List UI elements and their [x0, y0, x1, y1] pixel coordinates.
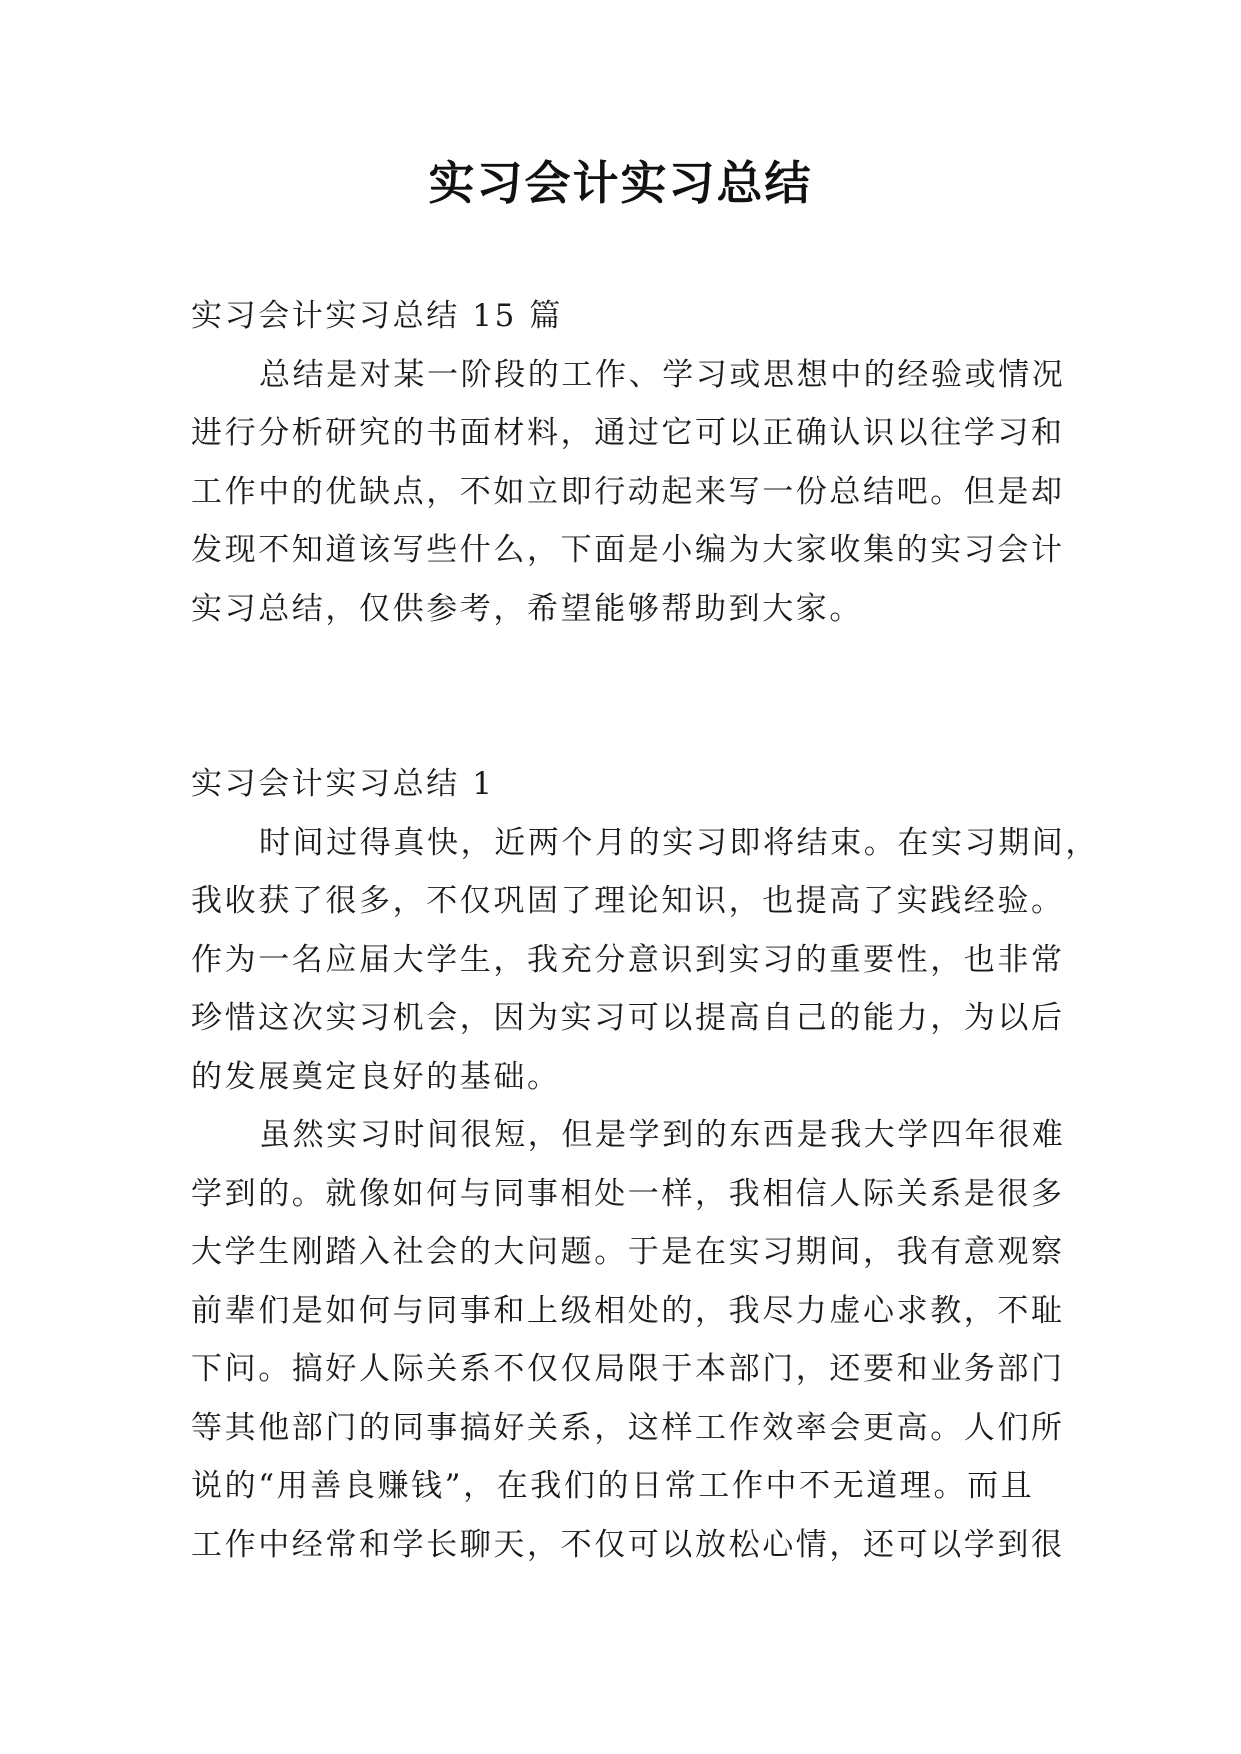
paragraph-line: 下问。搞好人际关系不仅仅局限于本部门，还要和业务部门	[191, 1351, 1065, 1387]
paragraph-line: 等其他部门的同事搞好关系，这样工作效率会更高。人们所	[191, 1409, 1065, 1446]
document-title: 实习会计实习总结	[428, 156, 813, 210]
paragraph-line: 我收获了很多，不仅巩固了理论知识，也提高了实践经验。	[191, 883, 1065, 919]
paragraph-line: 说的“用善良赚钱”，在我们的日常工作中不无道理。而且	[191, 1468, 1035, 1504]
document-body	[191, 287, 1099, 1574]
intro-line: 进行分析研究的书面材料，通过它可以正确认识以往学习和	[191, 415, 1065, 451]
intro-line: 工作中的优缺点，不如立即行动起来写一份总结吧。但是却	[191, 473, 1065, 510]
section-spacer	[191, 638, 1059, 755]
intro-line: 实习总结，仅供参考，希望能够帮助到大家。	[191, 590, 863, 627]
paragraph-line: 前辈们是如何与同事和上级相处的，我尽力虚心求教，不耻	[191, 1292, 1065, 1329]
paragraph-line: 的发展奠定良好的基础。	[191, 1058, 561, 1095]
section1-heading: 实习会计实习总结 1	[191, 766, 495, 802]
paragraph-line: 虽然实习时间很短，但是学到的东西是我大学四年很难	[259, 1117, 1066, 1153]
intro-heading: 实习会计实习总结 15 篇	[191, 298, 563, 334]
paragraph-line: 珍惜这次实习机会，因为实习可以提高自己的能力，为以后	[191, 1000, 1065, 1036]
paragraph-line: 工作中经常和学长聊天，不仅可以放松心情，还可以学到很	[191, 1526, 1065, 1563]
paragraph-line: 大学生刚踏入社会的大问题。于是在实习期间，我有意观察	[191, 1234, 1065, 1270]
paragraph-line: 时间过得真快，近两个月的实习即将结束。在实习期间，	[259, 824, 1099, 861]
paragraph-line: 学到的。就像如何与同事相处一样，我相信人际关系是很多	[191, 1175, 1065, 1212]
intro-line: 发现不知道该写些什么，下面是小编为大家收集的实习会计	[191, 532, 1065, 568]
intro-line: 总结是对某一阶段的工作、学习或思想中的经验或情况	[259, 356, 1066, 393]
paragraph-line: 作为一名应届大学生，我充分意识到实习的重要性，也非常	[191, 941, 1065, 978]
